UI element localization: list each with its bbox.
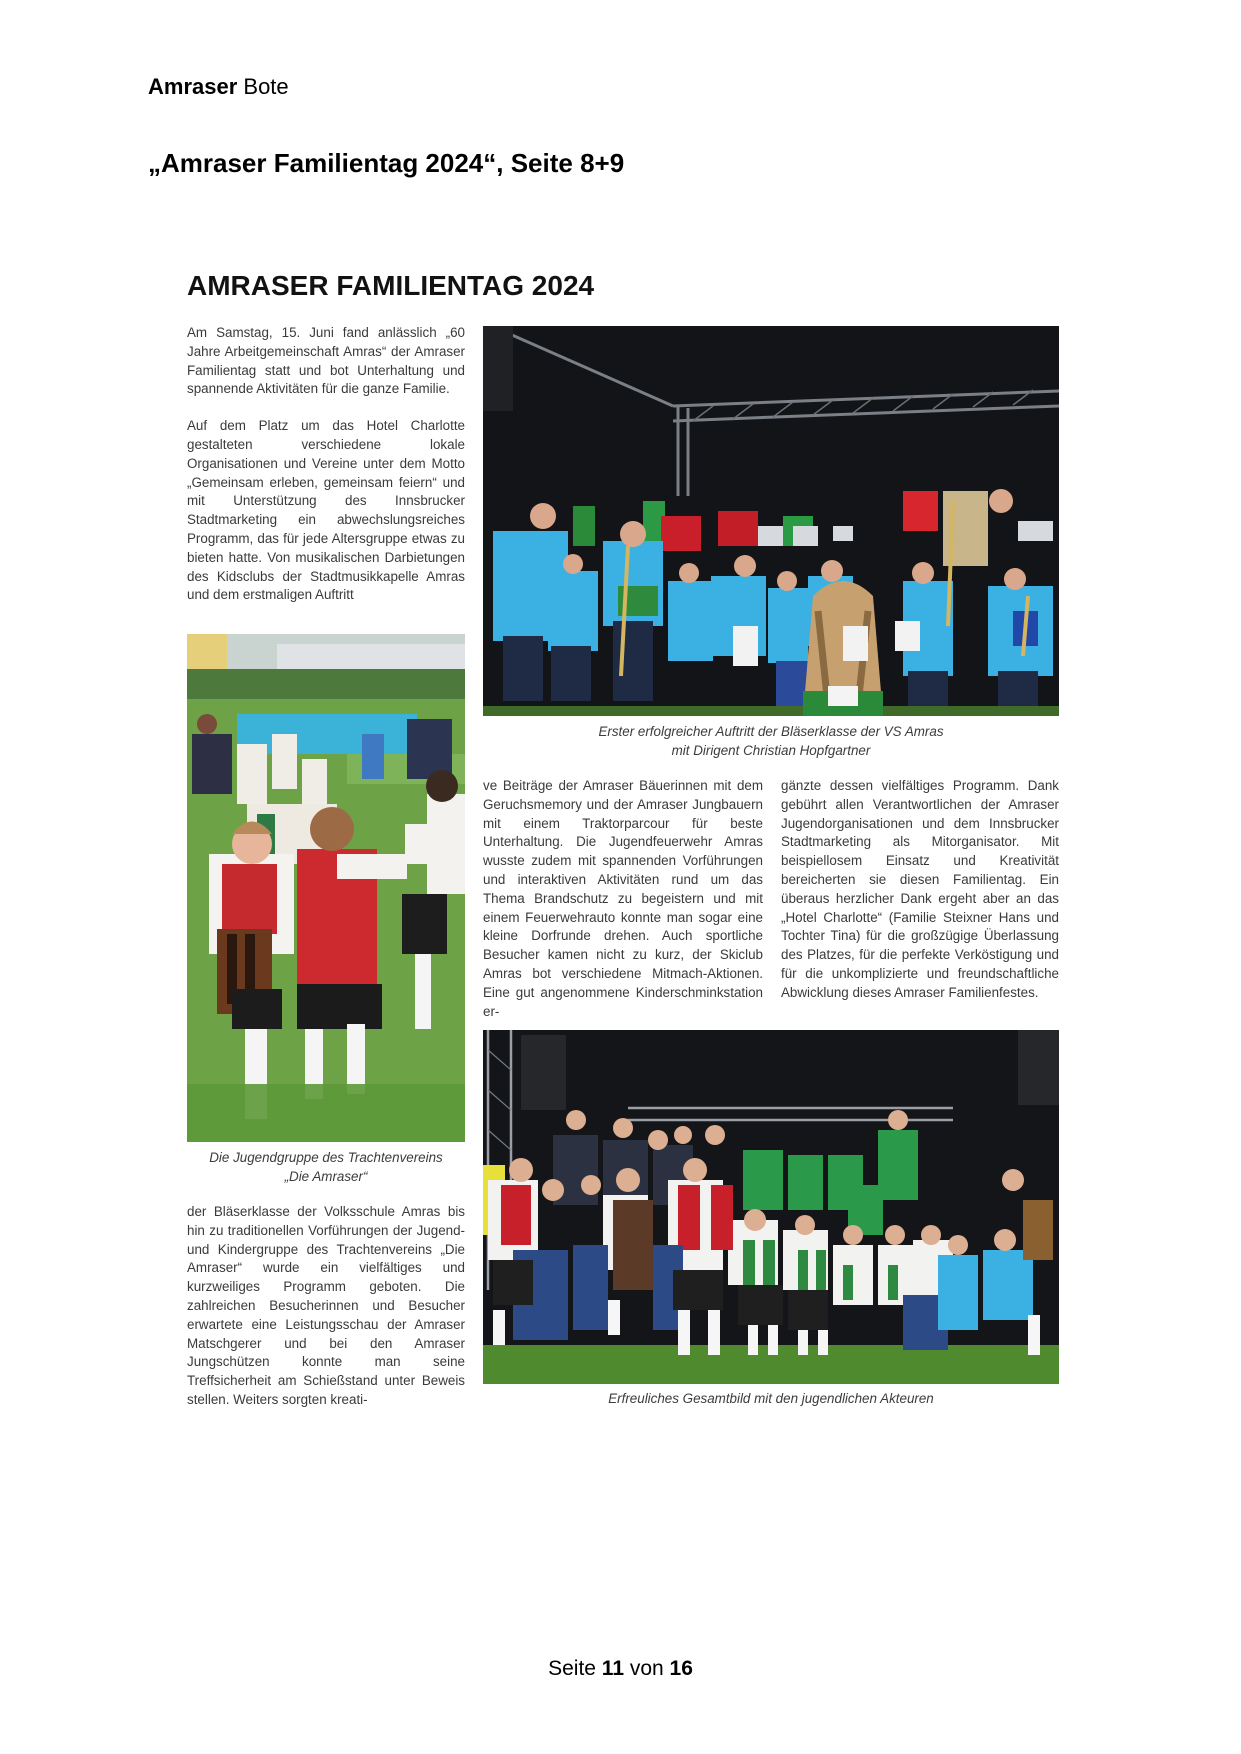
caption-group: Erfreuliches Gesamtbild mit den jugendlichen Akteuren	[608, 1391, 934, 1406]
publication-name-bold: Amraser	[148, 74, 238, 99]
caption-blaeserklasse	[483, 723, 1059, 761]
page-current: 11	[601, 1657, 624, 1680]
photo-trachtenverein-youth-image	[187, 634, 465, 1142]
middle-column	[483, 777, 763, 1021]
photo-blaeserklasse-image	[483, 326, 1059, 716]
paragraph-blaeserklasse: der Bläserklasse der Volksschule Amras bis hin zu traditionellen Vorführungen der Jugend- und Kindergruppe des Trachtenvereins „Die Amraser“ wurde ein vielfältiges und kurzweiliges Programm geboten. Die zahlreichen Besucherinnen und Besucher erwartete eine Leistungsschau der Amraser Matschgerer und bei den Amraser Jungschützen konnte man seine Treffsicherheit am Schießstand unter Beweis stellen. Weiters sorgten kreati-	[187, 1204, 465, 1407]
photo-group	[483, 1030, 1059, 1384]
page-mid: von	[624, 1657, 670, 1680]
caption-trachtenverein	[187, 1149, 465, 1187]
caption-line-1: Die Jugendgruppe des Trachtenvereins	[209, 1150, 443, 1165]
left-column-intro	[187, 324, 465, 605]
article-reference: „Amraser Familientag 2024“, Seite 8+9	[148, 148, 625, 178]
photo-trachtenverein-youth	[187, 634, 465, 1142]
caption-line-1: Erster erfolgreicher Auftritt der Bläserklasse der VS Amras	[598, 724, 944, 739]
photo-group-image	[483, 1030, 1059, 1384]
article-title: AMRASER FAMILIENTAG 2024	[187, 270, 595, 301]
page-total: 16	[669, 1657, 693, 1680]
paragraph-activities: ve Beiträge der Amraser Bäuerinnen mit dem Geruchsmemory und der Amraser Jungbauern mit einem Traktorparcour für beste Unterhaltung. Die Jugendfeuerwehr Amras wusste zudem mit spannenden Vorführungen und interaktiven Aktivitäten rund um das Thema Brandschutz zu begeistern und mit einem Feuerwehrauto konnte man sogar eine kleine Dorfrunde drehen. Auch sportliche Besucher kamen nicht zu kurz, der Skiclub Amras bot verschiedene Mitmach-Aktionen. Eine gut angenommene Kinderschminkstation er-	[483, 778, 763, 1019]
caption-line-2: „Die Amraser“	[284, 1168, 368, 1184]
paragraph-intro: Am Samstag, 15. Juni fand anlässlich „60 Jahre Arbeitgemeinschaft Amras“ der Amraser Familientag statt und bot Unterhaltung und spannende Aktivitäten für die ganze Familie.	[187, 325, 465, 397]
publication-header	[148, 74, 289, 100]
paragraph-program: Auf dem Platz um das Hotel Charlotte gestalteten verschiedene lokale Organisationen und Vereine unter dem Motto „Gemeinsam erleben, gemeinsam feiern“ und mit Unterstützung des Innsbrucker Stadtmarketing ein abwechslungsreiches Programm, das für jede Altersgruppe etwas zu bieten hatte. Von musikalischen Darbietungen des Kidsclubs der Stadtmusikkapelle Amras und dem erstmaligen Auftritt	[187, 418, 465, 603]
publication-name-rest: Bote	[237, 74, 289, 99]
right-column	[781, 777, 1059, 1003]
paragraph-thanks: gänzte dessen vielfältiges Programm. Dank gebührt allen Verantwortlichen der Amraser Jugendorganisationen und dem Innsbrucker Stadtmarketing als Mitorganisator. Mit beispiellosem Einsatz und Kreativität bereicherten sie diesen Familientag. Ein überaus herzlicher Dank ergeht aber an das „Hotel Charlotte“ (Familie Steixner Hans und Tochter Tina) für die großzügige Überlassung des Platzes, für die perfekte Verköstigung und für die unkomplizierte und freundschaftliche Abwicklung dieses Amraser Familienfestes.	[781, 778, 1059, 1000]
page-prefix: Seite	[548, 1657, 602, 1680]
page-number	[0, 1657, 1241, 1681]
left-column-continued	[187, 1203, 465, 1410]
photo-blaeserklasse	[483, 326, 1059, 716]
caption-line-2: mit Dirigent Christian Hopfgartner	[671, 742, 871, 758]
